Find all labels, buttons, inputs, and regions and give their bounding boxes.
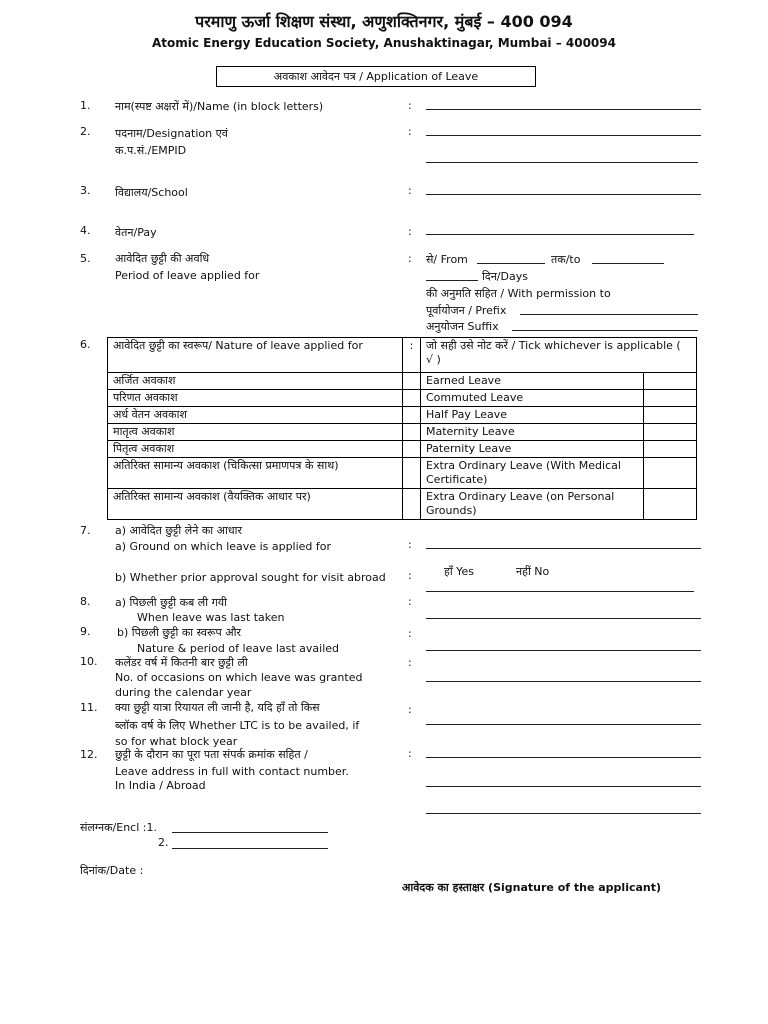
colon: : [408, 595, 412, 608]
table-row [108, 407, 697, 424]
leave-type-hindi: अर्ध वेतन अवकाश [108, 407, 403, 424]
encl-1-input-line[interactable] [172, 832, 328, 833]
tick-cell[interactable] [644, 489, 697, 520]
pay-input-line[interactable] [426, 234, 694, 235]
address-input-line-3[interactable] [426, 813, 701, 814]
q11-line-1: क्या छुट्टी यात्रा रियायत ली जानी है, यदि हाँ तो किस [115, 701, 320, 714]
tick-cell[interactable] [644, 373, 697, 390]
ground-input-line[interactable] [426, 548, 701, 549]
leave-type-hindi: मातृत्व अवकाश [108, 424, 403, 441]
empty-cell [403, 489, 421, 520]
last-nature-input-line[interactable] [426, 650, 701, 651]
q9-label-english: Nature & period of leave last availed [137, 642, 340, 655]
q12-line-2: Leave address in full with contact number. [115, 765, 349, 778]
empty-cell [403, 407, 421, 424]
field-label-period-hindi: आवेदित छुट्टी की अवधि [115, 252, 210, 265]
q7b-label: b) Whether prior approval sought for visit abroad [115, 571, 386, 584]
encl-label: संलग्नक/Encl :1. [80, 821, 157, 834]
encl-2-input-line[interactable] [172, 848, 328, 849]
tick-instruction: जो सही उसे नोट करें / Tick whichever is applicable ( √ ) [421, 338, 697, 373]
to-label: तक/to [551, 253, 581, 266]
header-title-english: Atomic Energy Education Society, Anushaktinagar, Mumbai – 400094 [152, 36, 616, 50]
leave-type-english: Extra Ordinary Leave (With Medical Certificate) [421, 458, 644, 489]
tick-cell[interactable] [644, 424, 697, 441]
table-row [108, 489, 697, 520]
q12-line-1: छुट्टी के दौरान का पूरा पता संपर्क क्रमांक सहित / [115, 748, 308, 761]
from-input-line[interactable] [477, 263, 545, 264]
days-input-line[interactable] [426, 280, 478, 281]
q8-label-english: When leave was last taken [137, 611, 285, 624]
form-title: अवकाश आवेदन पत्र / Application of Leave [216, 66, 536, 87]
field-label-pay: वेतन/Pay [115, 226, 157, 239]
empid-input-line[interactable] [426, 162, 698, 163]
field-number: 6. [80, 338, 91, 351]
address-input-line-2[interactable] [426, 786, 701, 787]
q10-label-english-2: during the calendar year [115, 686, 252, 699]
q10-label-hindi: कलेंडर वर्ष में कितनी बार छुट्टी ली [115, 656, 248, 669]
empty-cell [403, 458, 421, 489]
q12-line-3: In India / Abroad [115, 779, 206, 792]
field-number: 10. [80, 655, 98, 668]
encl-2-label: 2. [158, 836, 169, 849]
leave-type-hindi: अतिरिक्त सामान्य अवकाश (चिकित्सा प्रमाणपत्र के साथ) [108, 458, 403, 489]
tick-cell[interactable] [644, 407, 697, 424]
leave-type-hindi: अर्जित अवकाश [108, 373, 403, 390]
field-label-empid: क.प.सं./EMPID [115, 144, 187, 157]
tick-cell[interactable] [644, 390, 697, 407]
last-taken-input-line[interactable] [426, 618, 701, 619]
colon: : [408, 703, 412, 716]
leave-type-english: Half Pay Leave [421, 407, 644, 424]
table-row [108, 390, 697, 407]
q8-label-hindi: a) पिछली छुट्टी कब ली गयी [115, 596, 228, 609]
q9-label-hindi: b) पिछली छुट्टी का स्वरूप और [117, 626, 242, 639]
field-number: 1. [80, 99, 91, 112]
table-row [108, 441, 697, 458]
empty-cell [403, 373, 421, 390]
school-input-line[interactable] [426, 194, 701, 195]
field-number: 11. [80, 701, 98, 714]
field-number: 2. [80, 125, 91, 138]
colon: : [403, 338, 421, 373]
leave-type-english: Extra Ordinary Leave (on Personal Grounds) [421, 489, 644, 520]
colon: : [408, 252, 412, 265]
prefix-input-line[interactable] [520, 314, 698, 315]
empty-cell [403, 390, 421, 407]
colon: : [408, 225, 412, 238]
empty-cell [403, 424, 421, 441]
q10-label-english-1: No. of occasions on which leave was granted [115, 671, 363, 684]
nature-of-leave-table [107, 337, 697, 520]
field-label-period-english: Period of leave applied for [115, 269, 260, 282]
leave-type-hindi: पितृत्व अवकाश [108, 441, 403, 458]
q7a-label-hindi: a) आवेदित छुट्टी लेने का आधार [115, 524, 242, 537]
colon: : [408, 627, 412, 640]
name-input-line[interactable] [426, 109, 701, 110]
leave-type-english: Commuted Leave [421, 390, 644, 407]
table-header-row [108, 338, 697, 373]
q11-line-2: ब्लॉक वर्ष के लिए Whether LTC is to be availed, if [115, 719, 360, 732]
field-label-school: विद्यालय/School [115, 186, 188, 199]
leave-type-hindi: परिणत अवकाश [108, 390, 403, 407]
colon: : [408, 747, 412, 760]
q11-line-3: so for what block year [115, 735, 238, 748]
yes-option[interactable]: हाँ Yes [444, 565, 474, 578]
leave-type-english: Paternity Leave [421, 441, 644, 458]
q7a-label-english: a) Ground on which leave is applied for [115, 540, 332, 553]
suffix-input-line[interactable] [512, 330, 698, 331]
prefix-label: पूर्वायोजन / Prefix [426, 304, 507, 317]
colon: : [408, 125, 412, 138]
tick-cell[interactable] [644, 441, 697, 458]
field-number: 5. [80, 252, 91, 265]
field-number: 4. [80, 224, 91, 237]
permission-label: की अनुमति सहित / With permission to [426, 287, 611, 300]
to-input-line[interactable] [592, 263, 664, 264]
occasions-input-line[interactable] [426, 681, 701, 682]
header-title-hindi: परमाणु ऊर्जा शिक्षण संस्था, अणुशक्तिनगर, मुंबई – 400 094 [195, 12, 573, 31]
designation-input-line[interactable] [426, 135, 701, 136]
from-label: से/ From [426, 253, 468, 266]
signature-label: आवेदक का हस्ताक्षर (Signature of the applicant) [402, 881, 662, 894]
leave-type-english: Earned Leave [421, 373, 644, 390]
table-row [108, 424, 697, 441]
days-label: दिन/Days [482, 270, 528, 283]
ltc-input-line[interactable] [426, 724, 701, 725]
approval-input-line[interactable] [426, 591, 694, 592]
leave-type-hindi: अतिरिक्त सामान्य अवकाश (वैयक्तिक आधार पर) [108, 489, 403, 520]
no-option[interactable]: नहीं No [516, 565, 550, 578]
nature-header-label: आवेदित छुट्टी का स्वरूप/ Nature of leave applied for [108, 338, 403, 373]
table-row [108, 373, 697, 390]
colon: : [408, 538, 412, 551]
field-number: 3. [80, 184, 91, 197]
date-label: दिनांक/Date : [80, 864, 144, 877]
colon: : [408, 569, 412, 582]
field-label-designation: पदनाम/Designation एवं [115, 127, 228, 140]
field-number: 9. [80, 625, 91, 638]
field-number: 12. [80, 748, 98, 761]
suffix-label: अनुयोजन Suffix [426, 320, 499, 333]
field-number: 7. [80, 524, 91, 537]
empty-cell [403, 441, 421, 458]
colon: : [408, 99, 412, 112]
field-number: 8. [80, 595, 91, 608]
colon: : [408, 184, 412, 197]
address-input-line-1[interactable] [426, 757, 701, 758]
colon: : [408, 656, 412, 669]
field-label-name: नाम(स्पष्ट अक्षरों में)/Name (in block letters) [115, 100, 324, 113]
tick-cell[interactable] [644, 458, 697, 489]
leave-type-english: Maternity Leave [421, 424, 644, 441]
table-row [108, 458, 697, 489]
